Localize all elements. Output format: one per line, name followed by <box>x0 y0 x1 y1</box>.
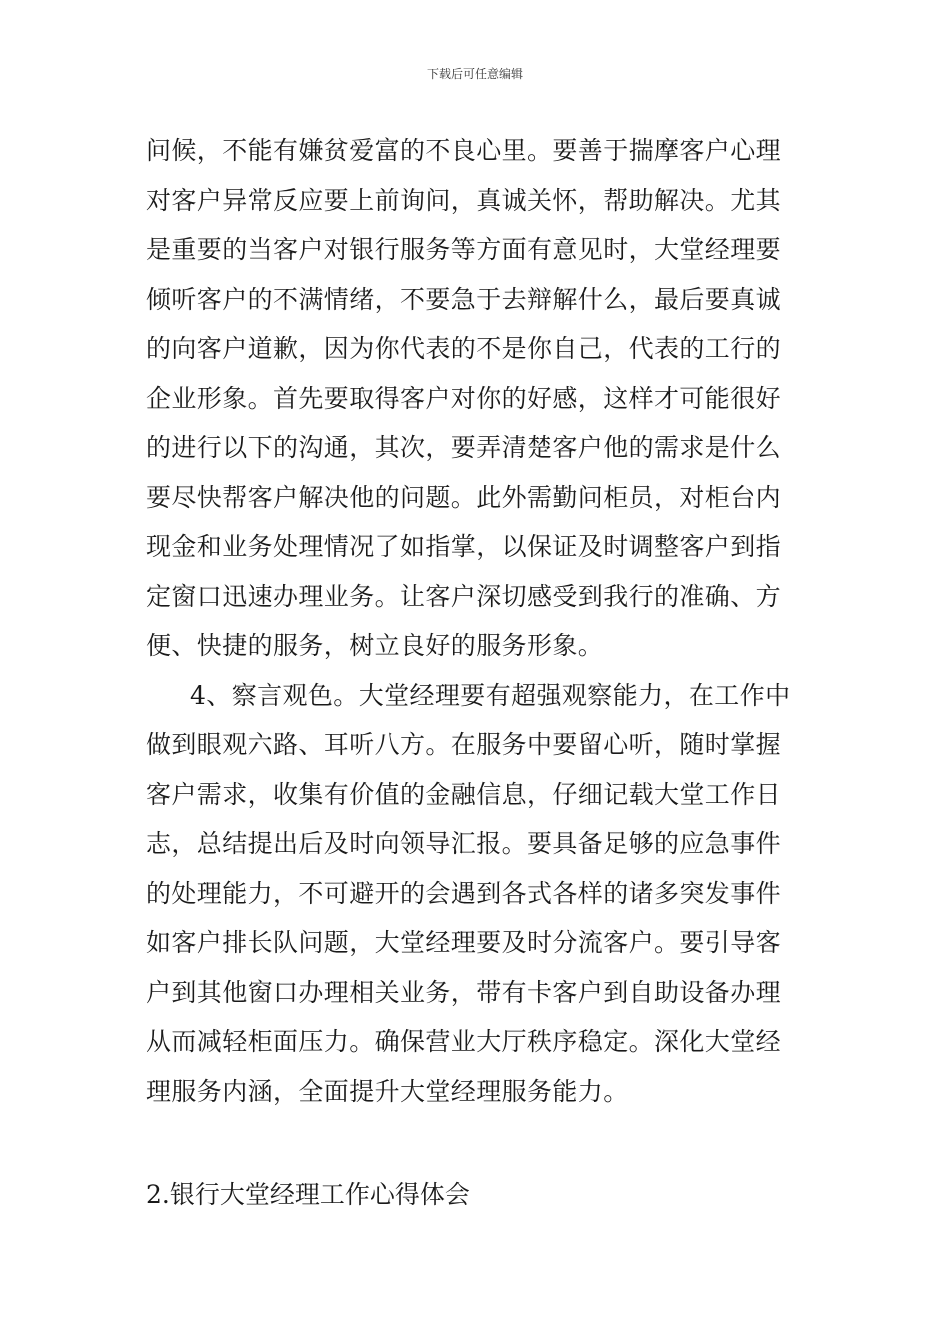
text-line: 的进行以下的沟通，其次，要弄清楚客户他的需求是什么 <box>146 433 782 462</box>
text-line: 志，总结提出后及时向领导汇报。要具备足够的应急事件 <box>146 829 782 858</box>
text-line: 的处理能力，不可避开的会遇到各式各样的诸多突发事件 <box>146 878 782 908</box>
text-line: 4、察言观色。大堂经理要有超强观察能力，在工作中 <box>190 680 791 710</box>
text-line: 问候，不能有嫌贫爱富的不良心里。要善于揣摩客户心理 <box>146 136 782 165</box>
text-line: 客户需求，收集有价值的金融信息，仔细记载大堂工作日 <box>146 779 782 809</box>
text-line: 定窗口迅速办理业务。让客户深切感受到我行的准确、方 <box>146 581 782 611</box>
text-line: 做到眼观六路、耳听八方。在服务中要留心听，随时掌握 <box>146 730 782 759</box>
text-line: 的向客户道歉，因为你代表的不是你自己，代表的工行的 <box>146 334 782 363</box>
section-heading: 2.银行大堂经理工作心得体会 <box>146 1180 470 1209</box>
text-line: 现金和业务处理情况了如指掌，以保证及时调整客户到指 <box>146 532 782 561</box>
text-line: 理服务内涵，全面提升大堂经理服务能力。 <box>146 1076 629 1106</box>
text-line: 要尽快帮客户解决他的问题。此外需勤问柜员，对柜台内 <box>146 482 782 512</box>
document-body <box>146 126 826 1116</box>
page-header: 下载后可任意编辑 <box>426 67 523 81</box>
text-line: 便、快捷的服务，树立良好的服务形象。 <box>146 631 604 660</box>
text-line: 企业形象。首先要取得客户对你的好感，这样才可能很好 <box>146 383 782 413</box>
text-line: 如客户排长队问题，大堂经理要及时分流客户。要引导客 <box>146 928 782 957</box>
paragraph-customer-service <box>146 126 826 671</box>
paragraph-observation <box>146 671 826 1117</box>
text-line: 户到其他窗口办理相关业务，带有卡客户到自助设备办理 <box>146 977 782 1007</box>
text-line: 从而减轻柜面压力。确保营业大厅秩序稳定。深化大堂经 <box>146 1027 782 1056</box>
text-line: 对客户异常反应要上前询问，真诚关怀，帮助解决。尤其 <box>146 185 782 215</box>
text-line: 是重要的当客户对银行服务等方面有意见时，大堂经理要 <box>146 235 782 264</box>
text-line: 倾听客户的不满情绪，不要急于去辩解什么，最后要真诚 <box>146 284 782 314</box>
